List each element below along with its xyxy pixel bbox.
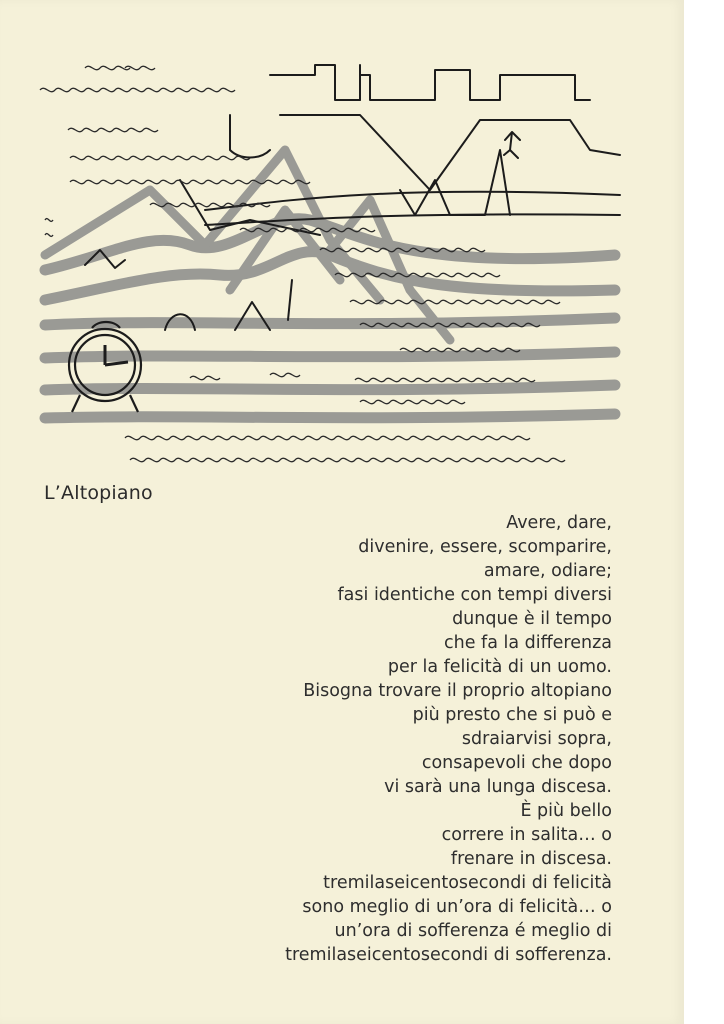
poem-line: consapevoli che dopo xyxy=(421,753,612,773)
landscape-sketch-illustration xyxy=(30,40,630,480)
poem-line: È più bello xyxy=(520,801,612,821)
gray-mountains xyxy=(45,150,450,340)
poem-line: amare, odiare; xyxy=(483,561,612,581)
poem-line: vi sarà una lunga discesa. xyxy=(384,777,612,797)
poem-line: Avere, dare, xyxy=(506,513,612,533)
poem-line: più presto che si può e xyxy=(412,705,612,725)
poem-line: fasi identiche con tempi diversi xyxy=(337,585,612,605)
poem-line: correre in salita… o xyxy=(441,825,612,845)
poem-body xyxy=(285,511,612,967)
poem-line: per la felicità di un uomo. xyxy=(387,657,612,677)
alarm-clock-icon xyxy=(69,322,141,412)
poem-line: sdraiarvisi sopra, xyxy=(461,729,612,749)
poem-line: Bisogna trovare il proprio altopiano xyxy=(303,681,612,701)
poem-line: frenare in discesa. xyxy=(450,849,612,869)
poem-line: divenire, essere, scomparire, xyxy=(358,537,612,557)
poem-line: sono meglio di un’ora di felicità… o xyxy=(302,897,612,917)
poem-line: un’ora di sofferenza é meglio di xyxy=(334,921,612,941)
poem-line: che fa la differenza xyxy=(443,633,612,653)
poem-line: tremilaseicentosecondi di felicità xyxy=(323,873,612,893)
poem-line: dunque è il tempo xyxy=(452,609,612,629)
page-margin xyxy=(684,0,724,1024)
poem-title: L’Altopiano xyxy=(44,482,153,504)
poem-line: tremilaseicentosecondi di sofferenza. xyxy=(285,945,612,965)
